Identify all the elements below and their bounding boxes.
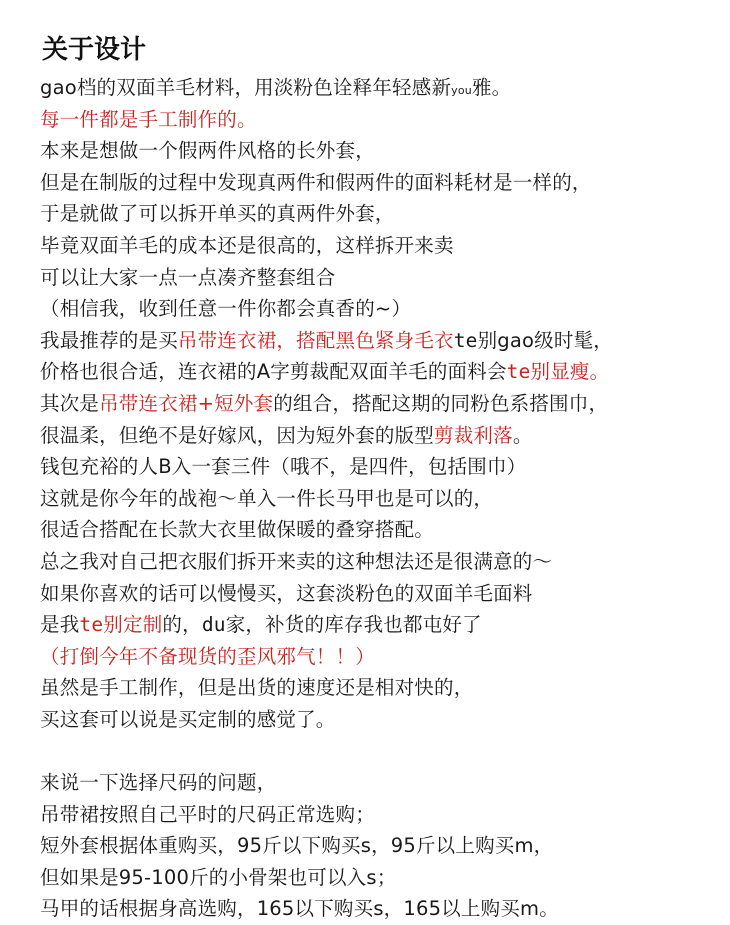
highlight-text: te — [79, 613, 104, 637]
text-segment: 短外套根据体重购买，95斤以下购买s，95斤以上购买m， — [40, 834, 554, 858]
text-line — [40, 767, 730, 799]
text-segment: 其次是 — [40, 391, 100, 415]
text-segment: you — [451, 84, 472, 97]
text-segment: 这就是你今年的战袍～单入一件长马甲也是可以的， — [40, 486, 494, 510]
text-segment: 但是在制版的过程中发现真两件和假两件的面料耗材是一样的， — [40, 170, 592, 194]
text-line — [40, 388, 730, 420]
text-segment: 家，补货的库存我也都屯好了 — [225, 613, 482, 637]
text-line — [40, 546, 730, 578]
highlight-text: （打倒今年不备现货的歪风邪气！！） — [40, 644, 375, 668]
text-segment: 吊带裙按照自己平时的尺码正常选购； — [40, 802, 375, 826]
text-line — [40, 325, 730, 357]
text-segment: 如果你喜欢的话可以慢慢买，这套淡粉色的双面羊毛面料 — [40, 581, 533, 605]
highlight-text: 每一件都是手工制作的。 — [40, 107, 257, 131]
text-line — [40, 830, 730, 862]
text-segment: 很温柔，但绝不是好嫁风，因为短外套的版型 — [40, 423, 435, 447]
text-segment: 虽然是手工制作，但是出货的速度还是相对快的， — [40, 676, 474, 700]
text-segment: 可以让大家一点一点凑齐整套组合 — [40, 265, 336, 289]
highlight-text: 别定制 — [103, 613, 163, 637]
text-segment: 很适合搭配在长款大衣里做保暖的叠穿搭配。 — [40, 518, 435, 542]
text-line — [40, 641, 730, 673]
text-line — [40, 799, 730, 831]
text-line — [40, 672, 730, 704]
text-line — [40, 451, 730, 483]
text-line — [40, 198, 730, 230]
text-line — [40, 862, 730, 894]
text-segment: 钱包充裕的人B入一套三件（哦不，是四件，包括围巾） — [40, 455, 527, 479]
text-line — [40, 483, 730, 515]
text-line — [40, 356, 730, 388]
text-segment: 的， — [162, 613, 202, 637]
highlight-text: 吊带连衣裙，搭配黑色紧身毛衣 — [177, 328, 454, 352]
text-line — [40, 704, 730, 736]
text-segment: te — [453, 328, 478, 352]
highlight-text: 别显瘦。 — [530, 360, 610, 384]
text-segment: （相信我，收到任意一件你都会真香的~） — [40, 297, 412, 321]
text-segment: 总之我对自己把衣服们拆开来卖的这种想法还是很满意的～ — [40, 549, 553, 573]
highlight-text: 吊带连衣裙+短外套 — [99, 391, 274, 415]
text-segment: 是我 — [40, 613, 80, 637]
text-segment: 本来是想做一个假两件风格的长外套， — [40, 139, 375, 163]
text-line — [40, 104, 730, 136]
text-line — [40, 72, 730, 104]
text-line — [40, 135, 730, 167]
text-line — [40, 578, 730, 610]
text-segment: 价格也很合适，连衣裙的A字剪裁配双面羊毛的面料会 — [40, 360, 507, 384]
text-segment: 买这套可以说是买定制的感觉了。 — [40, 707, 336, 731]
text-line — [40, 293, 730, 325]
text-segment: 毕竟双面羊毛的成本还是很高的，这样拆开来卖 — [40, 233, 454, 257]
text-segment: gao档的双面羊毛材料，用淡粉色诠释年轻感新 — [40, 76, 452, 99]
text-line — [40, 420, 730, 452]
text-segment: 但如果是95-100斤的小骨架也可以入s； — [40, 865, 397, 889]
text-segment: 来说一下选择尺码的问题， — [40, 771, 277, 795]
text-segment: 马甲的话根据身高选购，165以下购买s，165以上购买m。 — [40, 897, 559, 921]
highlight-text: te — [506, 360, 531, 384]
text-segment: 别gao级时髦， — [477, 328, 613, 352]
section-title: 关于设计 — [42, 35, 147, 65]
description-body — [40, 72, 730, 925]
blank-line — [40, 735, 730, 767]
text-segment: 雅。 — [471, 76, 512, 99]
text-line — [40, 893, 730, 925]
text-segment: 于是就做了可以拆开单买的真两件外套， — [40, 202, 395, 226]
highlight-text: 剪裁利落 — [434, 423, 513, 447]
text-segment: 。 — [512, 423, 533, 447]
text-segment: du — [201, 613, 226, 637]
text-segment: 我最推荐的是买 — [40, 328, 178, 352]
text-line — [40, 167, 730, 199]
text-line — [40, 262, 730, 294]
text-line — [40, 514, 730, 546]
text-line — [40, 609, 730, 641]
text-segment: 的组合，搭配这期的同粉色系搭围巾， — [273, 391, 609, 415]
text-line — [40, 230, 730, 262]
